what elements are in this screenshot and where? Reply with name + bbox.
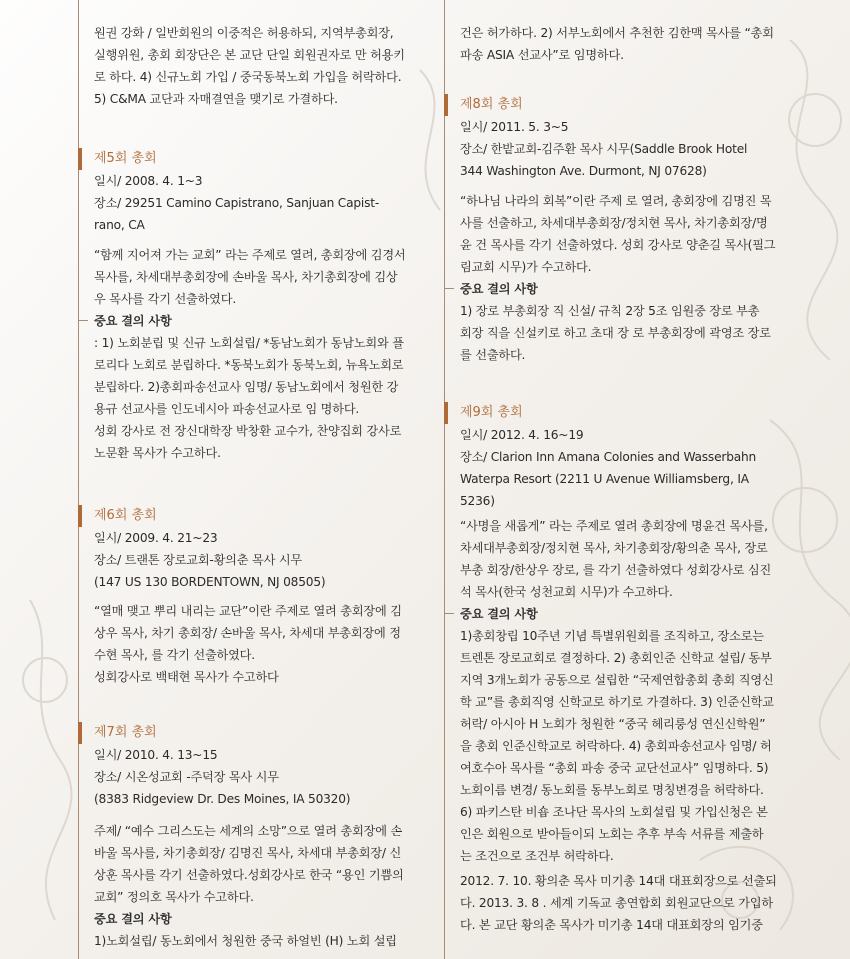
session-9-title: 제9회 총회 [444, 402, 784, 424]
session-5-title: 제5회 총회 [78, 148, 418, 170]
session-7-info: 일시/ 2010. 4. 13~15 장소/ 시온성교회 -주덕장 목사 시무 (8383 Ridgeview Dr. Des Moines, IA 50320) [94, 748, 351, 806]
session-8 [444, 94, 784, 182]
session-6-info: 일시/ 2009. 4. 21~23 장소/ 트랜톤 장로교회-황의춘 목사 시무 (147 US 130 BORDENTOWN, NJ 08505) [94, 531, 326, 589]
session-8-info: 일시/ 2011. 5. 3~5 장소/ 한밭교회-김주환 목사 시무(Saddle Brook Hotel 344 Washington Ave. Durmont, NJ 07628) [460, 120, 748, 178]
right-intro: 건은 허가하다. 2) 서부노회에서 추천한 김한맥 목사를 “총회 파송 ASIA 선교사”로 임명하다. [460, 26, 774, 62]
session-6-title: 제6회 총회 [78, 505, 418, 527]
session-9-decisions-label: 중요 결의 사항 [460, 603, 778, 625]
right-column [444, 0, 784, 959]
session-5-body: “함께 지어져 가는 교회” 라는 주제로 열려, 총회장에 김경서 목사를, 차세대부총회장에 손바울 목사, 차기총회장에 김상 우 목사를 각기 선출하였다. 중요 결의 사항 : 1) 노회분립 및 신규 노회설립/ *동남노회가 동남노회와 플 로리다 노회로 분립하다. *동북노회가 동북노회, 뉴욕노회로 분립하다. 2)총회파송선교사 임명/ 동남노회에서 청원한 강 용규 선교사를 인도네시아 파송선교사로 임 명하다. 성회 강사로 전 장신대학장 박창환 교수가, 찬양집회 강사로 노문환 목사가 수고하다. [94, 244, 412, 464]
session-8-title: 제8회 총회 [444, 94, 784, 116]
session-9-decisions: 1)총회창립 10주년 기념 특별위원회를 조직하고, 장소로는 트렌톤 장로교회로 결정하다. 2) 총회인준 신학교 설립/ 동부 지역 3개노회가 공동으로 설립한 “국제연합총회 총회 직영신 학 교”를 총회직영 신학교로 하기로 가결하다. 3) 인준신학교 허락/ 아시아 H 노회가 청원한 “중국 헤리룽성 연신신학원” 을 총회 인준신학교로 허락하다. 4) 총회파송선교사 임명/ 허 여호수아 목사를 “총회 파송 중국 교단선교사” 임명하다. 5) 노회이름 변경/ 동노회를 동부노회로 명칭변경을 허락하다. 6) 파키스탄 비숍 조나단 목사의 노회설립 및 가입신청은 본 인은 회원으로 받아들이되 노회는 추후 부속 서류를 제출하 는 조건으로 조건부 허락하다. [460, 629, 774, 863]
session-5-decisions: : 1) 노회분립 및 신규 노회설립/ *동남노회가 동남노회와 플 로리다 노회로 분립하다. *동북노회가 동북노회, 뉴욕노회로 분립하다. 2)총회파송선교사 임명/ 동남노회에서 청원한 강 용규 선교사를 인도네시아 파송선교사로 임 명하다. 성회 강사로 전 장신대학장 박창환 교수가, 찬양집회 강사로 노문환 목사가 수고하다. [94, 336, 404, 460]
session-7-title: 제7회 총회 [78, 722, 418, 744]
session-5-decisions-label: 중요 결의 사항 [94, 310, 412, 332]
session-5 [78, 148, 418, 236]
session-8-decisions: 1) 장로 부총회장 직 신설/ 규칙 2장 5조 임원중 장로 부총 회장 직을 신설키로 하고 초대 장 로 부총회장에 곽영조 장로 를 선출하다. [460, 304, 771, 362]
session-7-decisions: 1)노회설립/ 동노회에서 청원한 중국 하얼빈 (H) 노회 설립 [94, 934, 397, 948]
session-9 [444, 402, 784, 512]
session-6 [78, 505, 418, 593]
session-7 [78, 722, 418, 810]
session-7-body: 주제/ “예수 그리스도는 세계의 소망”으로 열려 총회장에 손 바울 목사를, 차기총회장/ 김명진 목사, 차세대 부총회장/ 신 상훈 목사를 각기 선출하였다.성회강사로 한국 “용인 기쁨의 교회” 정의호 목사가 수고하다. 중요 결의 사항 1)노회설립/ 동노회에서 청원한 중국 하얼빈 (H) 노회 설립 [94, 820, 412, 952]
session-5-info: 일시/ 2008. 4. 1~3 장소/ 29251 Camino Capistrano, Sanjuan Capist- rano, CA [94, 174, 380, 232]
session-7-decisions-label: 중요 결의 사항 [94, 912, 172, 926]
session-8-body: “하나님 나라의 회복”이란 주제 로 열려, 총회장에 김명진 목 사를 선출하고, 차세대부총회장/정치현 목사, 차기총회장/명 윤 건 목사를 각기 선출하였다. 성회 강사로 양춘길 목사(필그 림교회 시무)가 수고하다. 중요 결의 사항 1) 장로 부총회장 직 신설/ 규칙 2장 5조 임원중 장로 부총 회장 직을 신설키로 하고 초대 장 로 부총회장에 곽영조 장로 를 선출하다. [460, 190, 778, 366]
session-9-info: 일시/ 2012. 4. 16~19 장소/ Clarion Inn Amana Colonies and Wasserbahn Waterpa Resort (2211 U Avenue Williamsberg, IA 5236) [460, 428, 757, 508]
left-column [78, 0, 418, 959]
session-8-decisions-label: 중요 결의 사항 [460, 278, 778, 300]
session-6-body: “열매 맺고 뿌리 내리는 교단”이란 주제로 열려 총회장에 김 상우 목사, 차기 총회장/ 손바울 목사, 차세대 부총회장에 정 수현 목사, 를 각기 선출하였다. 성회강사로 백태현 목사가 수고하다 [94, 604, 402, 684]
left-intro: 원권 강화 / 일반회원의 이중적은 허용하되, 지역부총회장, 실행위원, 총회 회장단은 본 교단 단일 회원권자로 만 허용키 로 하다. 4) 신규노회 가입 / 중국동북노회 가입을 허락하다. 5) C&MA 교단과 자매결연을 맺기로 가결하다. [94, 26, 405, 106]
session-9-closing: 2012. 7. 10. 황의춘 목사 미기총 14대 대표회장으로 선출되 다. 2013. 3. 8 . 세계 기독교 총연합회 회원교단으로 가입하 다. 본 교단 황의춘 목사가 미기총 14대 대표회장의 임기중 [460, 874, 777, 932]
session-9-body: “사명을 새롭게” 라는 주제로 열려 총회장에 명윤건 목사를, 차세대부총회장/정치현 목사, 차기총회장/황의춘 목사, 장로 부총 회장/한상우 장로, 를 각기 선출하였다 성회강사로 심진 석 목사(한국 성천교회 시무)가 수고하다. 중요 결의 사항 1)총회창립 10주년 기념 특별위원회를 조직하고, 장소로는 트렌톤 장로교회로 결정하다. 2) 총회인준 신학교 설립/ 동부 지역 3개노회가 공동으로 설립한 “국제연합총회 총회 직영신 학 교”를 총회직영 신학교로 하기로 가결하다. 3) 인준신학교 허락/ 아시아 H 노회가 청원한 “중국 헤리룽성 연신신학원” 을 총회 인준신학교로 허락하다. 4) 총회파송선교사 임명/ 허 여호수아 목사를 “총회 파송 중국 교단선교사” 임명하다. 5) 노회이름 변경/ 동노회를 동부노회로 명칭변경을 허락하다. 6) 파키스탄 비숍 조나단 목사의 노회설립 및 가입신청은 본 인은 회원으로 받아들이되 노회는 추후 부속 서류를 제출하 는 조건으로 조건부 허락하다. [460, 515, 778, 867]
